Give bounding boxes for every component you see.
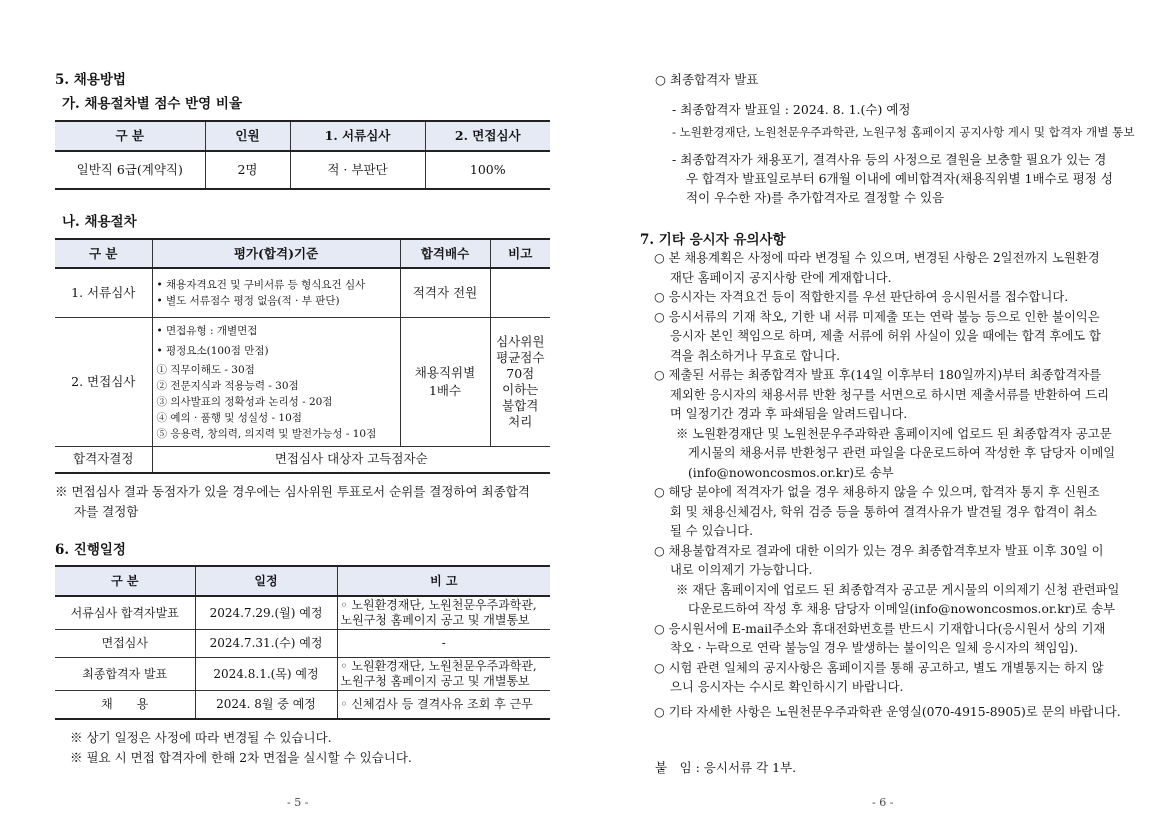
notice-line: ○ 응시원서에 E-mail주소와 휴대전화번호를 반드시 기재합니다(응시원서 상의 기재 [654,621,1106,636]
cell: 면접심사 [55,629,195,657]
cell: 2024. 8월 중 예정 [195,690,337,719]
line: ② 전문지식과 적용능력 - 30점 [156,379,299,392]
notice-line: 내로 이의제기 가능합니다. [670,563,813,577]
line: 평균점수 [496,349,545,365]
notice-line: ※ 노원환경재단 및 노원천문우주과학관 홈페이지에 업로드 된 최종합격자 공고문 [676,426,1112,441]
line: ① 직무이해도 - 30점 [156,363,255,376]
schedule-note: ※ 상기 일정은 사정에 따라 변경될 수 있습니다. [70,730,332,745]
th: 평가(합격)기준 [152,239,400,268]
th: 인원 [205,121,290,151]
line: 1배수 [428,382,462,398]
notice-line: ※ 재단 홈페이지에 업로드 된 최종합격자 공고문 게시물의 이의제기 신청 관련파일 [676,582,1120,597]
cell: 1. 서류심사 [55,268,152,317]
cell: 2024.7.29.(월) 예정 [195,596,337,629]
notice-line: 격을 취소하거나 무효로 합니다. [670,348,841,363]
th: 구 분 [55,121,205,151]
th: 비 고 [337,566,550,596]
notice-line: ○ 본 채용계획은 사정에 따라 변경될 수 있으며, 변경된 사항은 2일전까지 노원환경 [654,251,1100,265]
th: 비고 [490,239,550,268]
final-line: - 최종합격자 발표일 : 2024. 8. 1.(수) 예정 [672,102,911,117]
th: 1. 서류심사 [290,121,425,151]
procedure-table [55,238,550,474]
criteria-cell [152,268,400,317]
notice-line: 회 및 채용신체검사, 학위 검증 등을 통하여 결격사유가 발견될 경우 합격이 취소 [670,504,1098,519]
cell: 채 용 [55,690,195,719]
cell: ◦ 신체검사 등 결격사유 조회 후 근무 [337,690,550,719]
section-7-title: 7. 기타 응시자 유의사항 [640,232,786,248]
cell: 적 · 부판단 [290,151,425,189]
line: 노원구청 홈페이지 공고 및 개별통보 [340,673,530,688]
final-announce-title: ○ 최종합격자 발표 [655,72,759,87]
cell [400,317,490,446]
line: • 평정요소(100점 만점) [156,344,269,357]
section-5a-title: 가. 채용절차별 점수 반영 비율 [62,96,242,112]
notice-line: 될 수 있습니다. [670,524,753,538]
score-ratio-table [55,120,550,190]
final-line: - 노원환경재단, 노원천문우주과학관, 노원구청 홈페이지 공지사항 게시 및 합격자 개별 통보 [672,125,1135,139]
final-line: 우 합격자 발표일로부터 6개월 이내에 예비합격자(채용직위별 1배수로 평정 성 [686,171,1113,186]
criteria-cell [152,317,400,446]
notice-line: ○ 시험 관련 일체의 공지사항은 홈페이지를 통해 공고하고, 별도 개별통지는 하지 않 [654,660,1104,675]
page-number: - 6 - [872,796,894,809]
th: 일정 [195,566,337,596]
notice-line: ○ 채용불합격자로 결과에 대한 이의가 있는 경우 최종합격후보자 발표 이후 30일 이 [654,543,1104,558]
notice-line: 재단 홈페이지 공지사항 란에 게재합니다. [670,270,892,285]
line: 처리 [508,413,533,429]
cell: 100% [425,151,550,189]
schedule-table [55,565,550,720]
final-line: - 최종합격자가 채용포기, 결격사유 등의 사정으로 결원을 보충할 필요가 있는 경 [672,152,1107,167]
notice-line: 다운로드하여 작성 후 채용 담당자 이메일(info@nowoncosmos.or.kr)로 송부 [688,602,1115,616]
cell [490,268,550,317]
cell [337,657,550,690]
line: • 면접유형 : 개별면접 [156,324,258,337]
section-5b-title: 나. 채용절차 [62,214,137,230]
line: 70점 [506,365,535,381]
line: ⑤ 응용력, 창의력, 의지력 및 발전가능성 - 10점 [156,427,377,440]
schedule-note: ※ 필요 시 면접 합격자에 한해 2차 면접을 실시할 수 있습니다. [70,750,412,765]
section-6-title: 6. 진행일정 [55,542,126,558]
notice-list [640,249,1140,722]
cell: - [337,629,550,657]
notice-line: 응시자 본인 책임으로 하며, 제출 서류에 허위 사실이 있을 때에는 합격 후에도 합 [670,329,1101,343]
cell: 2. 면접심사 [55,317,152,446]
notice-line: ○ 해당 분야에 적격자가 없을 경우 채용하지 않을 수 있으며, 합격자 통지 후 신원조 [654,485,1100,499]
notice-line: 으니 응시자는 수시로 확인하시기 바랍니다. [670,680,904,694]
tie-note: ※ 면접심사 결과 동점자가 있을 경우에는 심사위원 투표로서 순위를 결정하여 최종합격 [55,484,530,499]
cell: 최종합격자 발표 [55,657,195,690]
notice-line: (info@nowoncosmos.or.kr)로 송부 [688,465,894,480]
notice-line: ○ 응시자는 자격요건 등이 적합한지를 우선 판단하여 응시원서를 접수합니다. [654,290,1069,304]
th: 구 분 [55,239,152,268]
cell: 서류심사 합격자발표 [55,596,195,629]
cell: 합격자결정 [55,446,152,473]
tie-note-cont: 자를 결정함 [74,504,139,519]
notice-line: 제외한 응시자의 채용서류 반환 청구를 서면으로 하시면 제출서류를 반환하여 드리 [670,387,1110,402]
th: 구 분 [55,566,195,596]
line: 채용직위별 [414,364,476,380]
notice-line: 게시물의 채용서류 반환청구 관련 파일을 다운로드하여 작성한 후 담당자 이메일 [688,446,1116,460]
line: • 별도 서류점수 평정 없음(적 · 부 판단) [156,294,340,307]
section-5-title: 5. 채용방법 [55,72,126,88]
cell: 2024.8.1.(목) 예정 [195,657,337,690]
line: ◦ 노원환경재단, 노원천문우주과학관, [340,658,537,673]
cell [337,596,550,629]
line: 이하는 [502,381,539,397]
cell: 2024.7.31.(수) 예정 [195,629,337,657]
th: 2. 면접심사 [425,121,550,151]
th: 합격배수 [400,239,490,268]
line: ④ 예의 · 품행 및 성실성 - 10점 [156,411,302,424]
cell: 적격자 전원 [400,268,490,317]
notice-line: ○ 응시서류의 기재 착오, 기한 내 서류 미제출 또는 연락 불능 등으로 인한 불이익은 [654,309,1100,324]
line: 노원구청 홈페이지 공고 및 개별통보 [340,612,530,627]
notice-line: ○ 기타 자세한 사항은 노원천문우주과학관 운영실(070-4915-8905)로 문의 바랍니다. [654,704,1121,719]
cell [490,317,550,446]
attachment: 붙 임 : 응시서류 각 1부. [655,760,797,775]
notice-line: 며 일정기간 경과 후 파쇄됨을 알려드립니다. [670,407,908,421]
notice-line: 착오 · 누락으로 연락 불능일 경우 발생하는 불이익은 일체 응시자의 책임임). [670,641,1079,655]
line: 심사위원 [496,333,545,349]
cell: 일반직 6급(계약직) [55,151,205,189]
line: ③ 의사발표의 정확성과 논리성 - 20점 [156,395,333,408]
line: • 채용자격요건 및 구비서류 등 형식요건 심사 [156,278,366,291]
cell: 2명 [205,151,290,189]
page-number: - 5 - [287,796,309,809]
line: ◦ 노원환경재단, 노원천문우주과학관, [340,597,537,612]
line: 불합격 [502,397,539,413]
cell: 면접심사 대상자 고득점자순 [152,446,550,473]
notice-line: ○ 제출된 서류는 최종합격자 발표 후(14일 이후부터 180일까지)부터 최종합격자를 [654,368,1102,382]
final-line: 적이 우수한 자)를 추가합격자로 결정할 수 있음 [686,190,945,205]
